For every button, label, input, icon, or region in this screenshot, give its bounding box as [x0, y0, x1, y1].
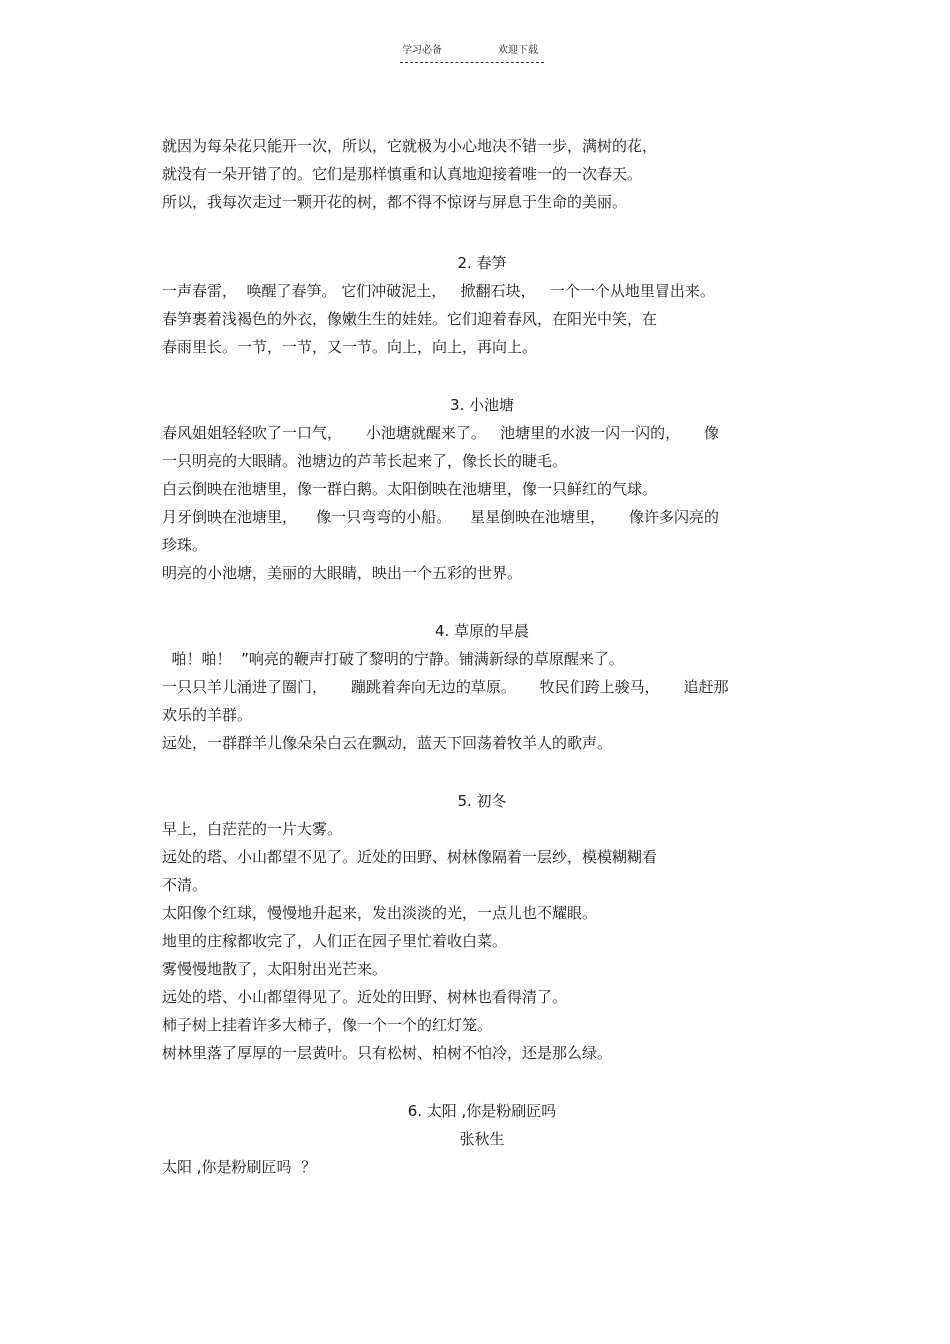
text-line: 春笋裹着浅褐色的外衣，像嫩生生的娃娃。它们迎着春风，在阳光中笑，在 [162, 310, 658, 328]
text-line: 就因为每朵花只能开一次，所以，它就极为小心地决不错一步，满树的花， [162, 137, 658, 155]
section-title: 6. 太阳 ,你是粉刷匠吗 [407, 1102, 557, 1120]
text-line: 春风姐姐轻轻吹了一口气， 小池塘就醒来了。 池塘里的水波一闪一闪的， 像 [162, 424, 719, 442]
text-line: 柿子树上挂着许多大柿子，像一个一个的红灯笼。 [162, 1016, 493, 1034]
header-left-text: 学习必备 [402, 45, 442, 56]
text-line: 白云倒映在池塘里，像一群白鹅。太阳倒映在池塘里，像一只鲜红的气球。 [162, 480, 658, 498]
text-line: 珍珠。 [162, 536, 208, 554]
header-dashed-rule [400, 62, 544, 63]
section-spring-bamboo [162, 249, 802, 361]
text-line: 树林里落了厚厚的一层黄叶。只有松树、柏树不怕冷，还是那么绿。 [162, 1044, 613, 1062]
text-line: 明亮的小池塘，美丽的大眼睛，映出一个五彩的世界。 [162, 564, 523, 582]
text-line: 地里的庄稼都收完了，人们正在园子里忙着收白菜。 [162, 932, 508, 950]
text-line: 远处的塔、小山都望得见了。近处的田野、树林也看得清了。 [162, 988, 568, 1006]
text-line: 就没有一朵开错了的。它们是那样慎重和认真地迎接着唯一的一次春天。 [162, 165, 643, 183]
text-line: 一只只羊儿涌进了圈门， 蹦跳着奔向无边的草原。 牧民们跨上骏马， 追赶那 [162, 678, 729, 696]
text-line: 月牙倒映在池塘里， 像一只弯弯的小船。 星星倒映在池塘里， 像许多闪亮的 [162, 508, 719, 526]
intro-passage [162, 132, 802, 216]
section-title: 5. 初冬 [457, 792, 507, 810]
text-line: 不清。 [162, 876, 208, 894]
text-line: 远处，一群群羊儿像朵朵白云在飘动，蓝天下回荡着牧羊人的歌声。 [162, 734, 613, 752]
section-title: 4. 草原的早晨 [434, 622, 530, 640]
text-line: 春雨里长。一节，一节，又一节。向上，向上，再向上。 [162, 338, 538, 356]
text-line: 早上，白茫茫的一片大雾。 [162, 820, 343, 838]
text-line: 太阳 ,你是粉刷匠吗 ？ [162, 1158, 317, 1176]
text-line: 所以，我每次走过一颗开花的树，都不得不惊讶与屏息于生命的美丽。 [162, 193, 628, 211]
text-line: 啪！啪！ ”响亮的鞭声打破了黎明的宁静。铺满新绿的草原醒来了。 [162, 650, 624, 668]
section-title: 2. 春笋 [457, 254, 507, 272]
section-author: 张秋生 [459, 1130, 505, 1148]
section-small-pond [162, 391, 802, 587]
text-line: 一声春雷， 唤醒了春笋。 它们冲破泥土， 掀翻石块， 一个一个从地里冒出来。 [162, 282, 715, 300]
text-line: 太阳像个红球，慢慢地升起来，发出淡淡的光，一点儿也不耀眼。 [162, 904, 598, 922]
text-line: 雾慢慢地散了，太阳射出光芒来。 [162, 960, 388, 978]
section-title: 3. 小池塘 [449, 396, 515, 414]
section-sun-painter [162, 1097, 802, 1181]
text-line: 欢乐的羊群。 [162, 706, 253, 724]
section-grassland-morning [162, 617, 802, 757]
header-right-text: 欢迎下载 [498, 45, 538, 56]
text-line: 远处的塔、小山都望不见了。近处的田野、树林像隔着一层纱，模模糊糊看 [162, 848, 658, 866]
document-body [162, 132, 802, 1181]
section-early-winter [162, 787, 802, 1067]
page-header [398, 44, 546, 66]
text-line: 一只明亮的大眼睛。池塘边的芦苇长起来了，像长长的睫毛。 [162, 452, 568, 470]
